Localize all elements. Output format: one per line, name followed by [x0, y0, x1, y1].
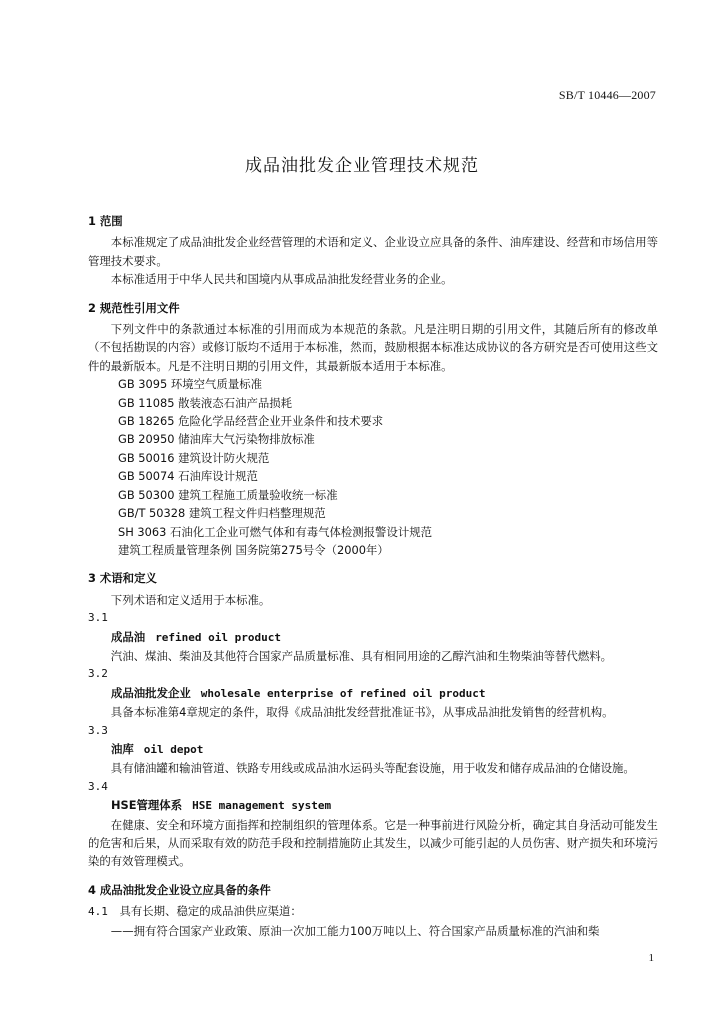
term-number: 3.3 [88, 723, 108, 737]
clause-text: 具有长期、稳定的成品油供应渠道： [119, 904, 302, 919]
term-chinese: 成品油批发企业 [111, 685, 191, 700]
term-chinese: HSE管理体系 [111, 798, 183, 813]
term-english: HSE management system [192, 799, 332, 813]
reference-item: GB 50074 石油库设计规范 [118, 469, 258, 484]
reference-item: GB 20950 储油库大气污染物排放标准 [118, 432, 315, 447]
reference-item: SH 3063 石油化工企业可燃气体和有毒气体检测报警设计规范 [118, 524, 433, 539]
term-english: refined oil product [155, 630, 282, 644]
section-3-intro: 下列术语和定义适用于本标准。 [110, 592, 271, 607]
document-title: 成品油批发企业管理技术规范 [245, 156, 479, 176]
term-english: oil depot [143, 742, 204, 756]
section-2-paragraph: 下列文件中的条款通过本标准的引用而成为本规范的条款。凡是注明日期的引用文件，其随后所有的修改单（不包括勘误的内容）或修订版均不适用于本标准，然而，鼓励根据本标准达成协议的各方研究是否可使用这些文件的最新版本。凡是不注明日期的引用文件，其最新版本适用于本标准。 [88, 322, 658, 373]
section-1-paragraph-1: 本标准规定了成品油批发企业经营管理的术语和定义、企业设立应具备的条件、油库建设、经营和市场信用等管理技术要求。 [88, 235, 658, 268]
reference-item: GB 11085 散装液态石油产品损耗 [118, 395, 293, 410]
standard-code: SB/T 10446—2007 [558, 88, 656, 102]
reference-item: 建筑工程质量管理条例 国务院第275号令（2000年） [118, 542, 389, 557]
term-definition: 在健康、安全和环境方面指挥和控制组织的管理体系。它是一种事前进行风险分析，确定其自身活动可能发生的危害和后果，从而采取有效的防范手段和控制措施防止其发生，以减少可能引起的人员伤害、财产损失和环境污染的有效管理模式。 [88, 817, 658, 869]
section-1-heading: 1 范围 [88, 214, 123, 228]
term-number: 3.1 [88, 611, 108, 625]
reference-item: GB 3095 环境空气质量标准 [118, 377, 262, 392]
term-chinese: 成品油 [111, 629, 146, 644]
clause-item: ——拥有符合国家产业政策、原油一次加工能力100万吨以上、符合国家产品质量标准的汽油和柴 [110, 923, 600, 938]
section-3-heading: 3 术语和定义 [88, 571, 157, 586]
term-number: 3.4 [88, 779, 108, 793]
term-definition: 汽油、煤油、柴油及其他符合国家产品质量标准、具有相同用途的乙醇汽油和生物柴油等替代燃料。 [110, 648, 612, 663]
term-english: wholesale enterprise of refined oil product [200, 686, 486, 700]
section-2-heading: 2 规范性引用文件 [88, 300, 180, 315]
section-1-paragraph-2: 本标准适用于中华人民共和国境内从事成品油批发经营业务的企业。 [110, 272, 453, 287]
reference-item: GB 18265 危险化学品经营企业开业条件和技术要求 [118, 414, 384, 429]
page-number: 1 [648, 952, 654, 964]
term-chinese: 油库 [111, 741, 134, 756]
term-heading [88, 628, 658, 647]
reference-list [88, 375, 658, 559]
term-definition: 具备本标准第4章规定的条件，取得《成品油批发经营批准证书》，从事成品油批发销售的经营机构。 [110, 705, 614, 720]
section-4-heading: 4 成品油批发企业设立应具备的条件 [88, 882, 271, 897]
document-body [88, 206, 658, 940]
term-heading [88, 796, 658, 815]
clause-number: 4.1 [88, 905, 108, 919]
term-heading [88, 740, 658, 759]
term-heading [88, 684, 658, 703]
reference-item: GB/T 50328 建筑工程文件归档整理规范 [118, 506, 326, 521]
term-definition: 具有储油罐和输油管道、铁路专用线或成品油水运码头等配套设施，用于收发和储存成品油的仓储设施。 [110, 761, 635, 776]
reference-item: GB 50016 建筑设计防火规范 [118, 450, 270, 465]
clause-4-1 [88, 902, 658, 921]
reference-item: GB 50300 建筑工程施工质量验收统一标准 [118, 487, 338, 502]
term-number: 3.2 [88, 667, 108, 681]
